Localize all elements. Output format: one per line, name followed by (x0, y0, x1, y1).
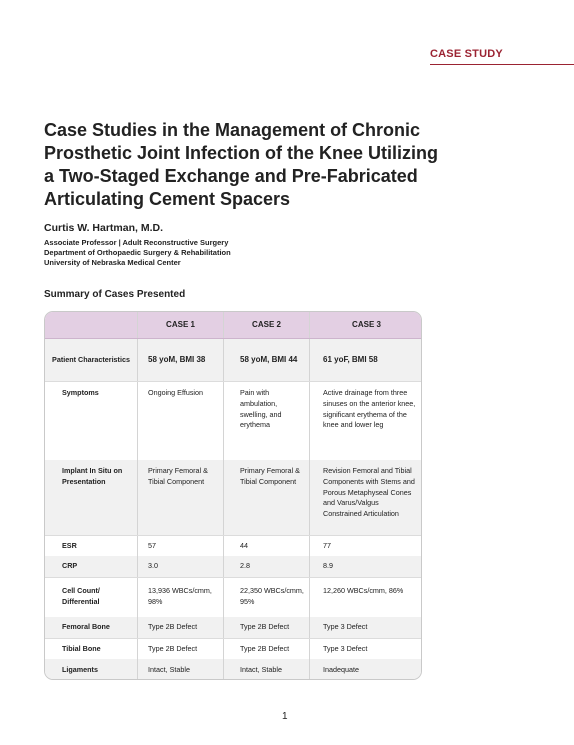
table-cell: Pain with ambulation, swelling, and erythema (224, 382, 310, 460)
table-cell: 44 (224, 536, 310, 556)
table-row (45, 638, 422, 659)
table-row (45, 339, 422, 381)
summary-table (44, 311, 422, 680)
table-cell: Inadequate (323, 664, 359, 674)
title-line: Case Studies in the Management of Chronic (44, 120, 421, 140)
table-cell: Type 2B Defect (138, 617, 224, 638)
table-cell: 12,260 WBCs/cmm, 86% (323, 586, 404, 595)
table-cell: Intact, Stable (224, 659, 310, 680)
table-cell: Primary Femoral & Tibial Component (224, 460, 310, 535)
author-affiliation: Associate Professor | Adult Reconstructive Surgery (44, 238, 229, 247)
table-cell: 3.0 (138, 556, 224, 577)
header-cell (45, 312, 138, 338)
table-row (45, 556, 422, 577)
header-cell: CASE 2 (224, 312, 310, 338)
author-affiliation: University of Nebraska Medical Center (44, 258, 181, 267)
row-label: Femoral Bone (45, 617, 138, 638)
title-line: Prosthetic Joint Infection of the Knee Utilizing (44, 143, 439, 163)
header-rule (430, 64, 574, 65)
table-cell: 8.9 (323, 561, 333, 571)
table-row (45, 617, 422, 638)
table-cell: Intact, Stable (138, 659, 224, 680)
table-cell: Primary Femoral & Tibial Component (138, 460, 224, 535)
table-cell: Type 3 Defect (323, 643, 368, 653)
table-cell: Active drainage from three sinuses on the anterior knee, significant erythema of the knee and lower leg (323, 388, 416, 430)
table-cell: 13,936 WBCs/cmm, 98% (138, 578, 224, 617)
row-label: Implant In Situ on Presentation (45, 460, 138, 535)
table-cell: 22,350 WBCs/cmm, 95% (224, 578, 310, 617)
row-label: CRP (45, 556, 138, 577)
table-cell: Type 2B Defect (138, 639, 224, 659)
row-label: ESR (45, 536, 138, 556)
article-title (44, 119, 514, 211)
header-cell: CASE 1 (138, 312, 224, 338)
table-cell: 58 yoM, BMI 44 (224, 339, 310, 381)
title-line: Articulating Cement Spacers (44, 189, 291, 209)
row-label: Tibial Bone (45, 639, 138, 659)
table-cell: Revision Femoral and Tibial Components with Stems and Porous Metaphyseal Cones and Varus/Valgus Constrained Articulation (323, 466, 415, 519)
row-label: Patient Characteristics (45, 339, 138, 381)
header-cell: CASE 3 (352, 319, 381, 329)
row-label: Ligaments (45, 659, 138, 680)
page-number: 1 (282, 711, 288, 722)
author-affiliation: Department of Orthopaedic Surgery & Rehabilitation (44, 248, 231, 257)
table-cell: Type 3 Defect (323, 622, 368, 632)
author-name: Curtis W. Hartman, M.D. (44, 222, 164, 234)
table-row (45, 460, 422, 535)
table-cell: Type 2B Defect (224, 639, 310, 659)
case-study-label: CASE STUDY (430, 48, 503, 60)
row-label: Symptoms (45, 382, 138, 460)
table-row (45, 577, 422, 617)
table-header-row (45, 312, 422, 339)
table-row (45, 659, 422, 680)
table-cell: 77 (323, 540, 331, 550)
table-cell: 57 (138, 536, 224, 556)
summary-heading: Summary of Cases Presented (44, 289, 186, 300)
title-line: a Two-Staged Exchange and Pre-Fabricated (44, 166, 418, 186)
table-cell: Ongoing Effusion (138, 382, 224, 460)
table-cell: Type 2B Defect (224, 617, 310, 638)
table-cell: 2.8 (224, 556, 310, 577)
row-label: Cell Count/ Differential (45, 578, 138, 617)
table-cell: 61 yoF, BMI 58 (323, 354, 378, 364)
table-row (45, 535, 422, 556)
table-cell: 58 yoM, BMI 38 (138, 339, 224, 381)
table-row (45, 381, 422, 460)
